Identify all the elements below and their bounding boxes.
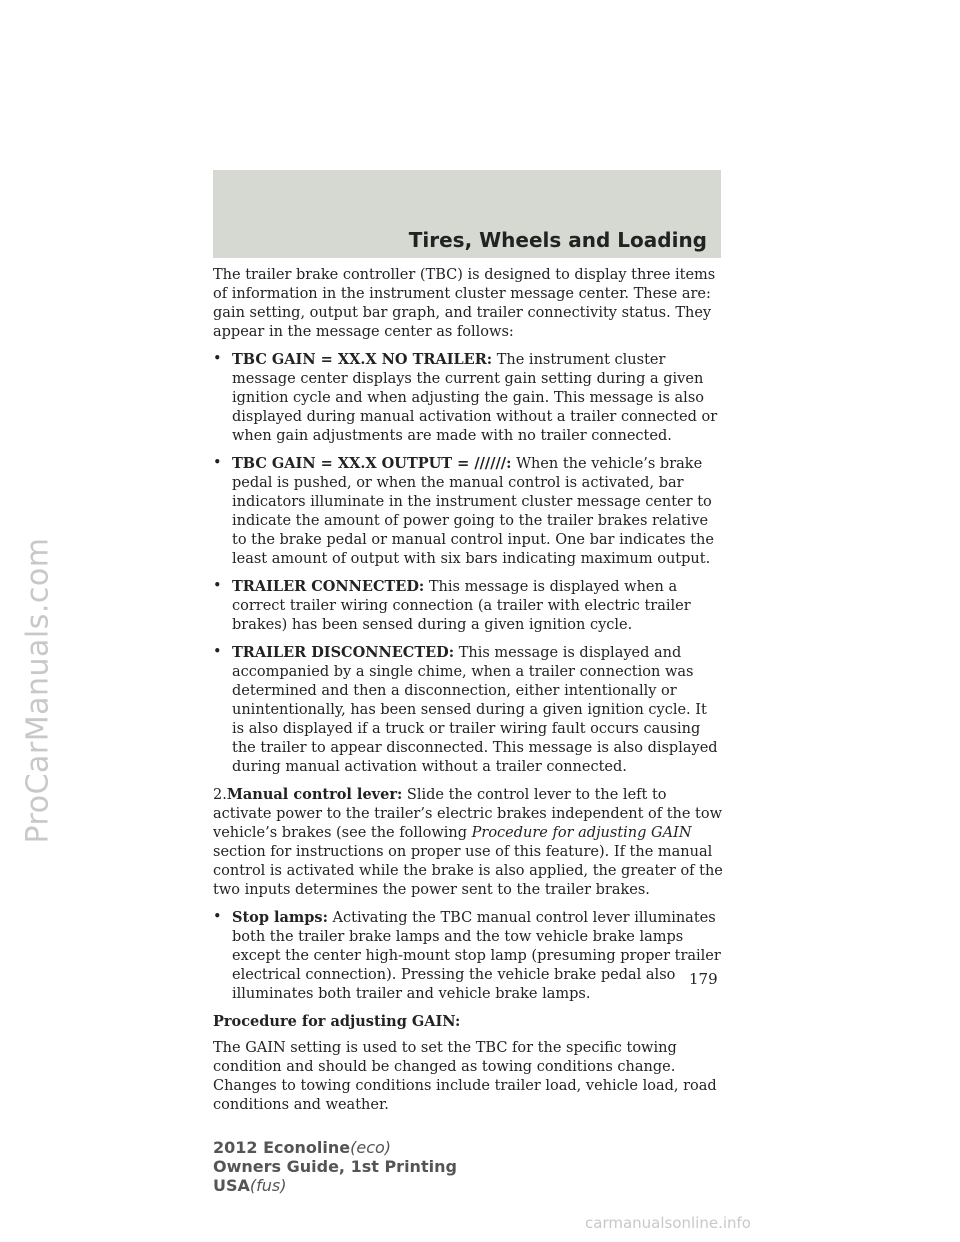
bullet-glyph: •	[213, 644, 222, 660]
footer-model-code: (eco)	[350, 1138, 392, 1157]
side-watermark	[8, 240, 68, 1140]
bullet-glyph: •	[213, 351, 222, 367]
message-item-output	[213, 454, 723, 569]
side-watermark-text: ProCarManuals.com	[20, 536, 56, 844]
section-title: Tires, Wheels and Loading	[408, 228, 707, 252]
manual-control-text-after: section for instructions on proper use of this feature). If the manual control is activated while the brake is also applied, the greater of the two inputs determines the power sent to the trailer brakes.	[213, 844, 723, 898]
procedure-heading: Procedure for adjusting GAIN:	[213, 1013, 461, 1030]
stop-lamps-text: Activating the TBC manual control lever illuminates both the trailer brake lamps and the tow vehicle brake lamps except the center high-mount stop lamp (presuming proper trailer electrical connection). Pressing the vehicle brake pedal also illuminates both trailer and vehicle brake lamps.	[232, 910, 721, 1002]
message-text: When the vehicle’s brake pedal is pushed, or when the manual control is activated, bar indicators illuminate in the instrument cluster message center to indicate the amount of power going to the trailer brakes relative to the brake pedal or manual control input. One bar indicates the least amount of output with six bars indicating maximum output.	[232, 456, 714, 567]
page-number: 179	[689, 970, 718, 988]
bullet-glyph: •	[213, 578, 222, 594]
footer-market-code: (fus)	[249, 1176, 287, 1195]
footer-market: USA	[213, 1176, 250, 1195]
stop-lamps-term: Stop lamps:	[232, 909, 328, 926]
item-number: 2.	[213, 787, 227, 803]
footer-imprint	[213, 1138, 457, 1195]
procedure-paragraph: The GAIN setting is used to set the TBC for the specific towing condition and should be changed as towing conditions change. Changes to towing conditions include trailer load, vehicle load, road conditions and weather.	[213, 1040, 717, 1113]
manual-control-paragraph	[213, 785, 723, 900]
message-text: The instrument cluster message center displays the current gain setting during a given ignition cycle and when adjusting the gain. This message is also displayed during manual activation without a trailer connected or when gain adjustments are made with no trailer connected.	[232, 352, 718, 444]
section-header-band	[213, 170, 721, 258]
message-item-disconnected	[213, 643, 723, 777]
manual-control-term: Manual control lever:	[226, 786, 403, 803]
bottom-watermark: carmanualsonline.info	[585, 1214, 751, 1232]
stop-lamps-item	[213, 908, 723, 1004]
message-term: TRAILER CONNECTED:	[232, 578, 425, 595]
message-text: This message is displayed when a correct trailer wiring connection (a trailer with electric trailer brakes) has been sensed during a given ignition cycle.	[232, 579, 691, 633]
message-term: TBC GAIN = XX.X NO TRAILER:	[232, 351, 493, 368]
message-item-no-trailer	[213, 350, 723, 446]
bullet-glyph: •	[213, 909, 222, 925]
footer-model: 2012 Econoline	[213, 1138, 351, 1157]
manual-control-text-before: Slide the control lever to the left to activate power to the trailer’s electric brakes independent of the tow vehicle’s brakes (see the following	[213, 787, 723, 841]
message-term: TBC GAIN = XX.X OUTPUT = //////:	[232, 455, 512, 472]
message-term: TRAILER DISCONNECTED:	[232, 644, 455, 661]
message-text: This message is displayed and accompanied by a single chime, when a trailer connection was determined and then a disconnection, either intentionally or unintentionally, has been sensed during a given ignition cycle. It is also displayed if a truck or trailer wiring fault occurs causing the trailer to appear disconnected. This message is also displayed during manual activation without a trailer connected.	[232, 645, 718, 775]
procedure-reference: Procedure for adjusting GAIN	[471, 825, 692, 841]
message-item-connected	[213, 577, 723, 635]
bullet-glyph: •	[213, 455, 222, 471]
footer-model-line	[213, 1138, 457, 1157]
intro-paragraph: The trailer brake controller (TBC) is designed to display three items of information in the instrument cluster message center. These are: gain setting, output bar graph, and trailer connectivity status. They appear in the message center as follows:	[213, 267, 716, 340]
footer-guide: Owners Guide, 1st Printing	[213, 1157, 457, 1176]
page-content	[213, 266, 723, 1123]
footer-market-line	[213, 1176, 457, 1195]
